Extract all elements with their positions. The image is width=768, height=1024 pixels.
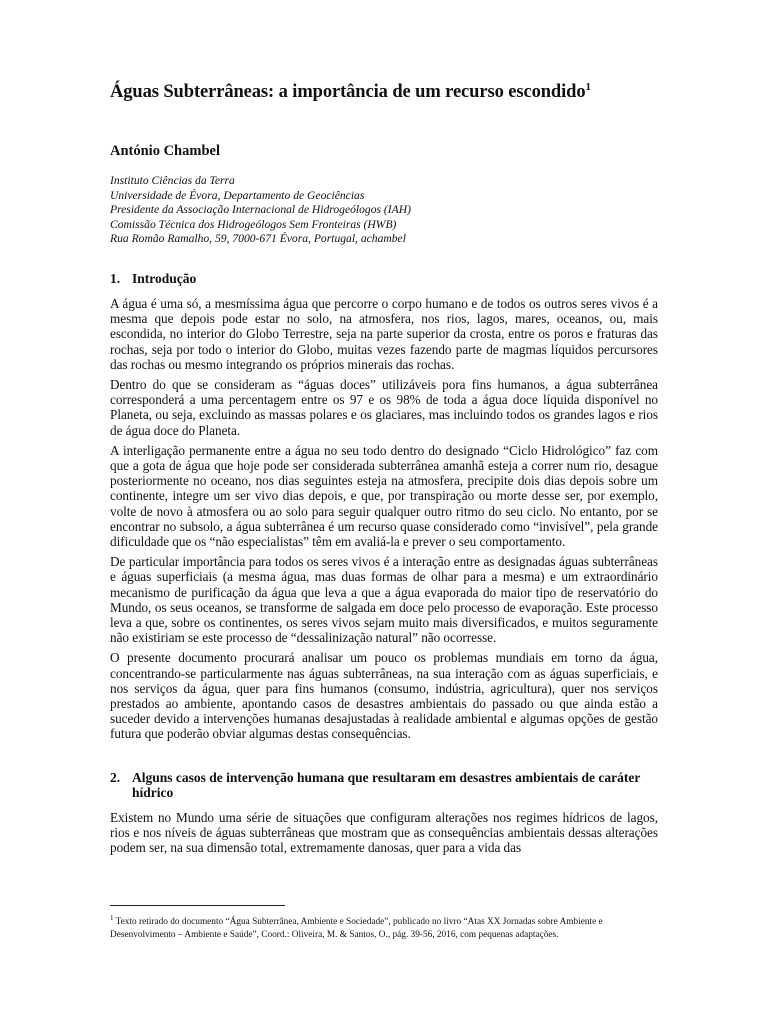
section-heading [110,770,658,800]
document-title [110,82,658,103]
affiliation-line: Universidade de Évora, Departamento de Geociências [110,188,365,202]
footnote-separator [110,905,285,906]
paragraph: Dentro do que se consideram as “águas doces” utilizáveis pora fins humanos, a água subterrânea corresponderá a uma percentagem entre os 97 e os 98% de toda a água doce líquida disponível no Planeta, ou seja, excluindo as massas polares e os glaciares, mas incluindo todos os grandes lagos e rios de água doce do Planeta. [110,376,658,438]
paragraph: O presente documento procurará analisar um pouco os problemas mundiais em torno da água, concentrando-se particularmente nas águas subterrâneas, na sua interação com as águas superficiais, e nos serviços da água, quer para fins humanos (consumo, indústria, agricultura), quer nos serviços prestados ao ambiente, apontando casos de desastres ambientais do passado ou que ainda estão a suceder devido a intervenções humanas desajustadas à realidade ambiental e algumas opções de gestão futura que poderão obviar algumas destas consequências. [110,650,658,742]
affiliation-line: Rua Romão Ramalho, 59, 7000-671 Évora, Portugal, achambel [110,232,406,246]
footnote-text [110,912,658,942]
section-title: Introdução [132,270,197,286]
affiliation-line: Instituto Ciências da Terra [110,174,235,187]
affiliation-line: Presidente da Associação Internacional de Hidrogeólogos (IAH) [110,203,411,217]
paragraph: De particular importância para todos os seres vivos é a interação entre as designadas águas subterrâneas e águas superficiais (a mesma água, mas duas formas de olhar para a mesma) e um extraordinário mecanismo de purificação da água que leva a que a água evaporada do maior tipo de reservatório do Mundo, os seus oceanos, se transforme de salgada em doce pelo processo de evaporação. Este processo leva a que, sobre os continentes, os seres vivos sejam muito mais diversificados, e muitos seguramente não existiriam se este processo de “dessalinização natural” não ocorresse. [110,554,658,646]
footnote-mark: 1 [110,914,114,922]
footnote [110,905,658,942]
paragraph: A interligação permanente entre a água no seu todo dentro do designado “Ciclo Hidrológico” faz com que a gota de água que hoje pode ser considerada subterrânea amanhã esteja a correr num rio, desague posteriormente no oceano, nos dias seguintes esteja na atmosfera, precipite dois dias depois sobre um continente, integre um ser vivo dias depois, e que, por transpiração ou morte desse ser, por exemplo, volte de novo à atmosfera ou ao solo para seguir qualquer outro ritmo do seu ciclo. No entanto, por se encontrar no subsolo, a água subterrânea é um recurso quase considerado como “invisível”, pela grande dificuldade que os “não especialistas” têm em avaliá-la e prever o seu comportamento. [110,442,658,550]
section-introduction [110,271,658,742]
section-number: 1. [110,270,121,286]
title-text: Águas Subterrâneas: a importância de um recurso escondido [110,82,586,102]
title-footnote-mark[interactable]: 1 [585,80,591,93]
section-heading [110,271,658,286]
section-cases [110,770,658,856]
paragraph: A água é uma só, a mesmíssima água que percorre o corpo humano e de todos os outros seres vivos é a mesma que depois pode estar no solo, na atmosfera, nos rios, lagos, mares, oceanos, ou, mais escondida, no interior do Globo Terrestre, seja na parte superior da crosta, entre os poros e fraturas das rochas, seja por todo o interior do Globo, muitas vezes fazendo parte de magmas líquidos percursores das rochas ou mesmo integrando os próprios minerais das rochas. [110,295,658,372]
section-number: 2. [110,769,121,785]
author-name: António Chambel [110,143,220,159]
paragraph: Existem no Mundo uma série de situações que configuram alterações nos regimes hídricos de lagos, rios e nos níveis de águas subterrâneas que mostram que as consequências ambientais dessas alterações podem ser, na sua dimensão total, extremamente danosas, quer para a vida das [110,809,658,856]
section-title: Alguns casos de intervenção humana que resultaram em desastres ambientais de caráter hídrico [132,769,641,800]
affiliation-line: Comissão Técnica dos Hidrogeólogos Sem Fronteiras (HWB) [110,217,397,231]
author-affiliation [110,174,658,247]
footnote-body: Texto retirado do documento “Água Subterrânea, Ambiente e Sociedade”, publicado no livro “Atas XX Jornadas sobre Ambiente e Desenvolvimento – Ambiente e Saúde”, Coord.: Oliveira, M. & Santos, O., pág. 39-56, 2016, com pequenas adaptações. [110,917,603,941]
